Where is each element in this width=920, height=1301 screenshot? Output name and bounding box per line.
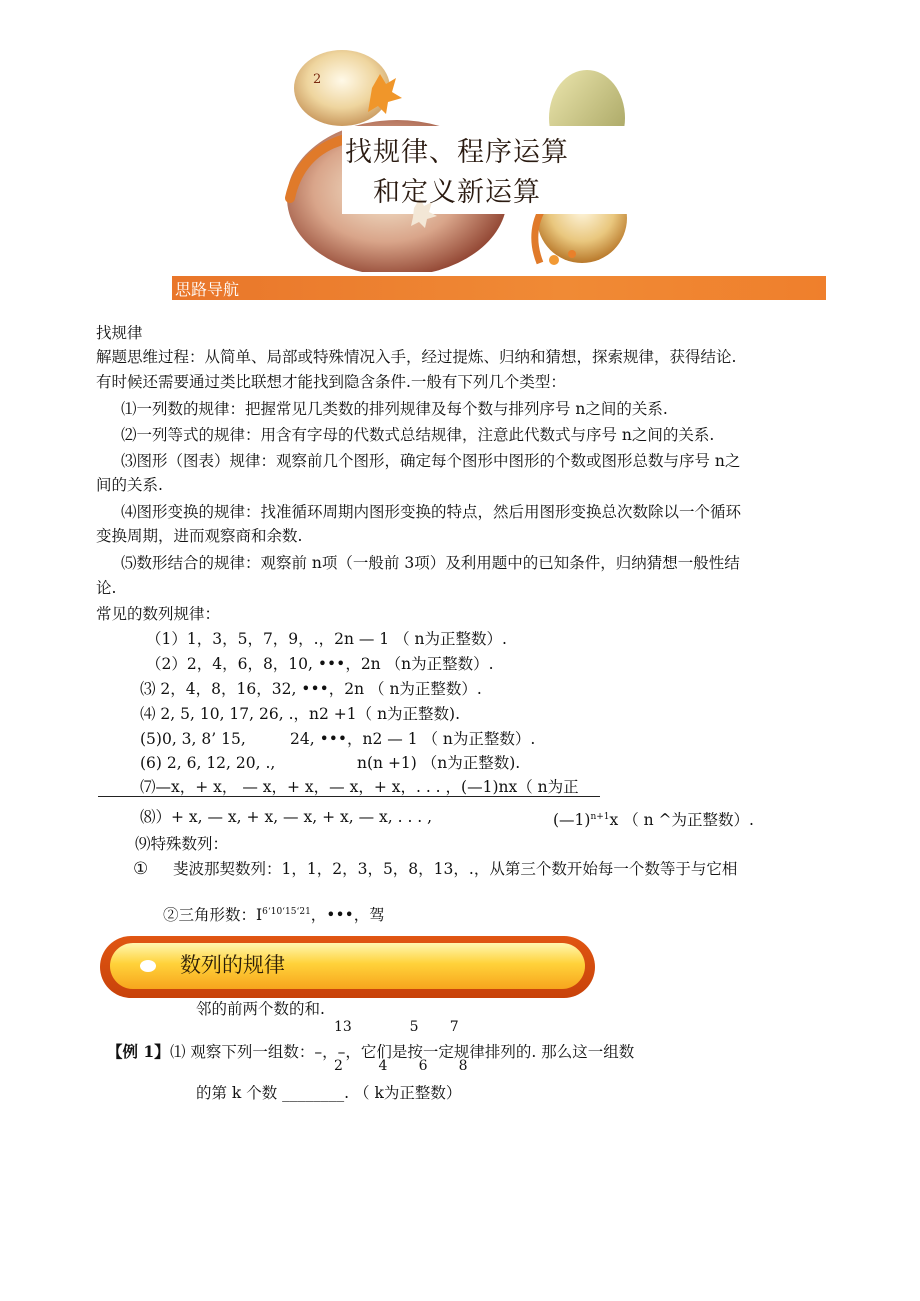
topic-pill-inner [110,943,585,989]
triangle-sup: 6‘10‘15‘21 [262,907,311,917]
sequence-2: （2）2，4，6，8，10, •••，2n （n为正整数）. [146,655,494,673]
type-3-a: ⑶图形（图表）规律：观察前几个图形，确定每个图形中图形的个数或图形总数与序号 n之 [121,452,741,470]
triangle-label: ②三角形数：I [163,906,263,925]
sequence-8-tail: x （ n ^为正整数）. [609,811,754,830]
sequence-5-b: 24, •••，n2 — 1 （ n为正整数）. [290,730,536,748]
sequence-8-b [553,805,754,832]
sequence-7: ⑺—x，+ x， — x，+ x，— x，+ x，. . . ，(—1)nx（ n为正 [140,778,579,796]
sequence-5-a: (5)0, 3, 8’ 15, [140,730,246,748]
example-label: 【例 1】 [107,1042,170,1061]
topic-pill-label: 数列的规律 [180,953,285,977]
fibonacci-line: 斐波那契数列：1，1，2，3，5，8，13，.，从第三个数开始每一个数等于与它相 [173,860,738,878]
fib-marker: ① [133,859,149,879]
type-5-b: 论. [96,579,117,597]
pill-dot-icon [140,960,156,972]
sequence-9: ⑼特殊数列： [135,835,229,853]
sequence-3: ⑶ 2，4，8，16，32, •••，2n （ n为正整数）. [140,680,482,698]
type-4-b: 变换周期，进而观察商和余数. [96,527,303,545]
section-bar-label: 思路导航 [175,280,240,299]
continuation-line: 邻的前两个数的和. [196,1000,325,1018]
kth-term-line: 的第 k 个数 ________. （ k为正整数） [196,1084,462,1102]
banner-title-line2: 和定义新运算 [373,177,541,208]
fraction-denominators: 2 4 6 8 [334,1058,468,1074]
fraction-numerators: 13 5 7 [334,1019,459,1035]
type-1: ⑴一列数的规律：把握常见几类数的排列规律及每个数与排列序号 n之间的关系. [121,400,668,418]
triangle-tail: ，•••，驾 [310,906,385,925]
sequence-6-b: n(n +1) （n为正整数). [357,754,521,772]
sequence-8-base: (—1) [553,811,591,830]
type-4-a: ⑷图形变换的规律：找准循环周期内图形变换的特点，然后用图形变换总次数除以一个循环 [121,503,742,521]
heading: 找规律 [96,324,143,342]
banner-title-line1: 找规律、程序运算 [345,137,569,168]
divider-line [98,796,600,797]
type-3-b: 间的关系. [96,476,163,494]
example-text: ⑴ 观察下列一组数：–，–，它们是按一定规律排列的. 那么这一组数 [170,1043,635,1061]
triangle-line [163,900,385,927]
intro-line-1: 解题思维过程：从简单、局部或特殊情况入手，经过提炼、归纳和猜想，探索规律，获得结论. [96,348,737,366]
type-5-a: ⑸数形结合的规律：观察前 n项（一般前 3项）及利用题中的已知条件，归纳猜想一般性结 [121,554,740,572]
sequence-1: （1）1，3，5，7，9，.，2n — 1 （ n为正整数）. [146,630,507,648]
type-2: ⑵一列等式的规律：用含有字母的代数式总结规律，注意此代数式与序号 n之间的关系. [121,426,715,444]
sequence-6-a: (6) 2, 6, 12, 20, ., [140,754,276,772]
sequence-4: ⑷ 2, 5, 10, 17, 26, .，n2 +1（ n为正整数). [140,705,461,723]
topic-pill [100,936,595,998]
sequence-8-a: ⑻）+ x, — x, + x, — x, + x, — x, . . . , [140,808,433,826]
sequence-8-exponent: n+1 [590,812,610,822]
common-heading: 常见的数列规律： [96,605,221,623]
intro-line-2: 有时候还需要通过类比联想才能找到隐含条件.一般有下列几个类型： [96,373,566,391]
page-number: 2 [313,72,322,87]
section-bar [172,276,826,300]
